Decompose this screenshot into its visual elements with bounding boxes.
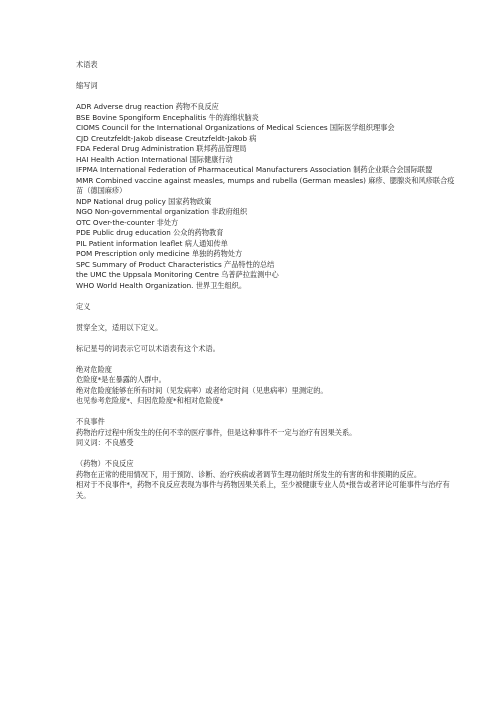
definition-entry bbox=[76, 459, 456, 501]
abbreviation-list bbox=[76, 102, 456, 291]
definition-text: 绝对危险度能够在所有时间（见发病率）或者给定时间（见患病率）里测定的。 bbox=[76, 385, 328, 395]
spacer bbox=[76, 354, 456, 365]
definition-text: 同义词：不良感受 bbox=[76, 438, 134, 447]
spacer bbox=[76, 407, 456, 418]
definition-text: 药物在正常的使用情况下，用于预防、诊断、治疗疾病或者调节生理功能时所发生的有害的和非预期的反应。 bbox=[76, 469, 422, 479]
definition-text: 危险度*是在暴露的人群中。 bbox=[76, 375, 166, 384]
document-page bbox=[76, 60, 456, 501]
definition-entry bbox=[76, 365, 456, 407]
spacer bbox=[76, 71, 456, 82]
definition-term: （药物）不良反应 bbox=[76, 459, 134, 468]
spacer bbox=[76, 291, 456, 302]
page-title: 术语表 bbox=[76, 60, 98, 69]
spacer bbox=[76, 333, 456, 344]
abbreviation-item: CIOMS Council for the International Organizations of Medical Sciences 国际医学组织理事会 bbox=[76, 123, 395, 132]
abbreviation-item: OTC Over-the-counter 非处方 bbox=[76, 217, 179, 227]
definition-term: 不良事件 bbox=[76, 417, 105, 426]
abbreviation-item: HAI Health Action International 国际健康行动 bbox=[76, 154, 233, 164]
spacer bbox=[76, 312, 456, 323]
definition-text: 也见参考危险度*、归因危险度*和相对危险度* bbox=[76, 396, 224, 405]
abbreviation-item: ADR Adverse drug reaction 药物不良反应 bbox=[76, 102, 219, 111]
abbreviation-item: CJD Creutzfeldt-Jakob disease Creutzfeldt-Jakob 病 bbox=[76, 133, 257, 143]
definition-entry bbox=[76, 417, 456, 449]
abbreviation-item: WHO World Health Organization. 世界卫生组织。 bbox=[76, 280, 247, 290]
abbreviation-item: SPC Summary of Product Characteristics 产品特性的总结 bbox=[76, 259, 275, 269]
abbreviation-item: FDA Federal Drug Administration 联邦药品管理局 bbox=[76, 144, 247, 153]
abbreviations-heading: 缩写词 bbox=[76, 81, 98, 90]
intro-paragraph: 贯穿全文，适用以下定义。 bbox=[76, 322, 163, 332]
intro-paragraph: 标记星号的词表示它可以术语表有这个术语。 bbox=[76, 343, 220, 353]
definition-text: 相对于不良事件*，药物不良反应表现为事件与药物因果关系上，至少被健康专业人员*报告或者评论可能事件与治疗有关。 bbox=[76, 480, 450, 500]
spacer bbox=[76, 449, 456, 460]
abbreviation-item: PIL Patient information leaflet 病人通知传单 bbox=[76, 238, 228, 248]
definition-text: 药物治疗过程中所发生的任何不幸的医疗事件，但是这种事件不一定与治疗有因果关系。 bbox=[76, 427, 357, 437]
abbreviation-item: NGO Non-governmental organization 非政府组织 bbox=[76, 207, 248, 216]
abbreviation-item: MMR Combined vaccine against measles, mumps and rubella (German measles) 麻疹、腮腺炎和风疹联合疫苗（德国麻疹） bbox=[76, 175, 455, 195]
definitions-heading: 定义 bbox=[76, 301, 91, 311]
abbreviation-item: NDP National drug policy 国家药物政策 bbox=[76, 196, 212, 206]
abbreviation-item: IFPMA International Federation of Pharmaceutical Manufacturers Association 制药企业联合会国际联盟 bbox=[76, 165, 433, 174]
definition-term: 绝对危险度 bbox=[76, 364, 112, 374]
spacer bbox=[76, 92, 456, 103]
abbreviation-item: POM Prescription only medicine 单独的药物处方 bbox=[76, 249, 243, 258]
abbreviation-item: PDE Public drug education 公众的药物教育 bbox=[76, 228, 224, 237]
abbreviation-item: BSE Bovine Spongiform Encephalitis 牛的海绵状脑炎 bbox=[76, 112, 259, 122]
abbreviation-item: the UMC the Uppsala Monitoring Centre 乌普萨拉监测中心 bbox=[76, 270, 279, 279]
